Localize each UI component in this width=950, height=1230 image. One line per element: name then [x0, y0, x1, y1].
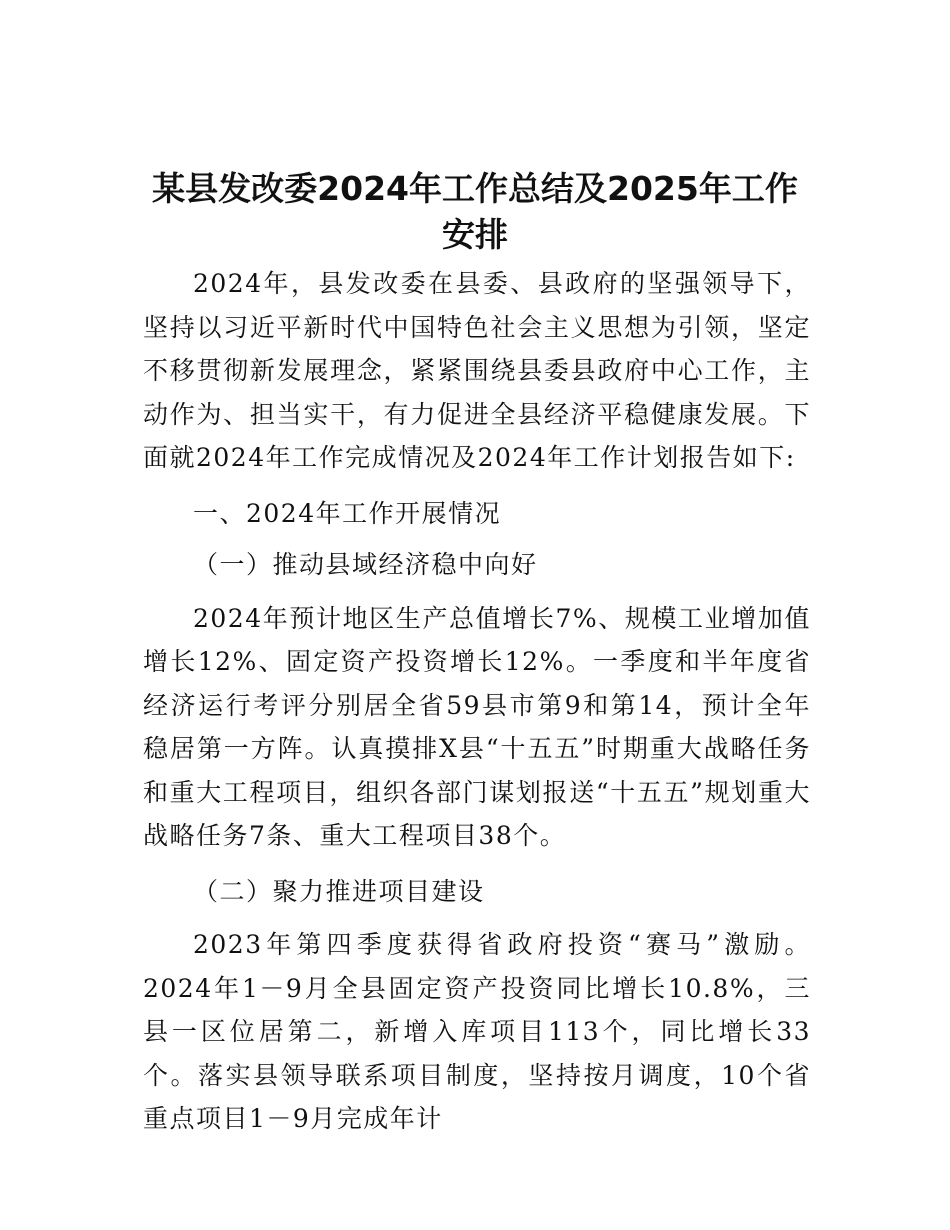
intro-paragraph: 2024年，县发改委在县委、县政府的坚强领导下，坚持以习近平新时代中国特色社会主义思想为引领，坚定不移贯彻新发展理念，紧紧围绕县委县政府中心工作，主动作为、担当实干，有力促进全县经济平稳健康发展。下面就2024年工作完成情况及2024年工作计划报告如下:	[143, 269, 811, 472]
document-title: 某县发改委2024年工作总结及2025年工作安排	[152, 169, 798, 254]
subsection-heading: （二）聚力推进项目建设	[193, 876, 485, 906]
document-body	[143, 262, 811, 1153]
subsection-heading: （一）推动县域经济稳中向好	[193, 550, 538, 579]
body-paragraph: 2023年第四季度获得省政府投资“赛马”激励。2024年1－9月全县固定资产投资同比增长10.8%，三县一区位居第二，新增入库项目113个，同比增长33个。落实县领导联系项目制度，坚持按月调度，10个省重点项目1－9月完成年计	[143, 930, 811, 1133]
body-paragraph: 2024年预计地区生产总值增长7%、规模工业增加值增长12%、固定资产投资增长12%。一季度和半年度省经济运行考评分别居全省59县市第9和第14，预计全年稳居第一方阵。认真摸排X县“十五五”时期重大战略任务和重大工程项目，组织各部门谋划报送“十五五”规划重大战略任务7条、重大工程项目38个。	[143, 603, 811, 850]
section-heading: 一、2024年工作开展情况	[193, 498, 502, 528]
